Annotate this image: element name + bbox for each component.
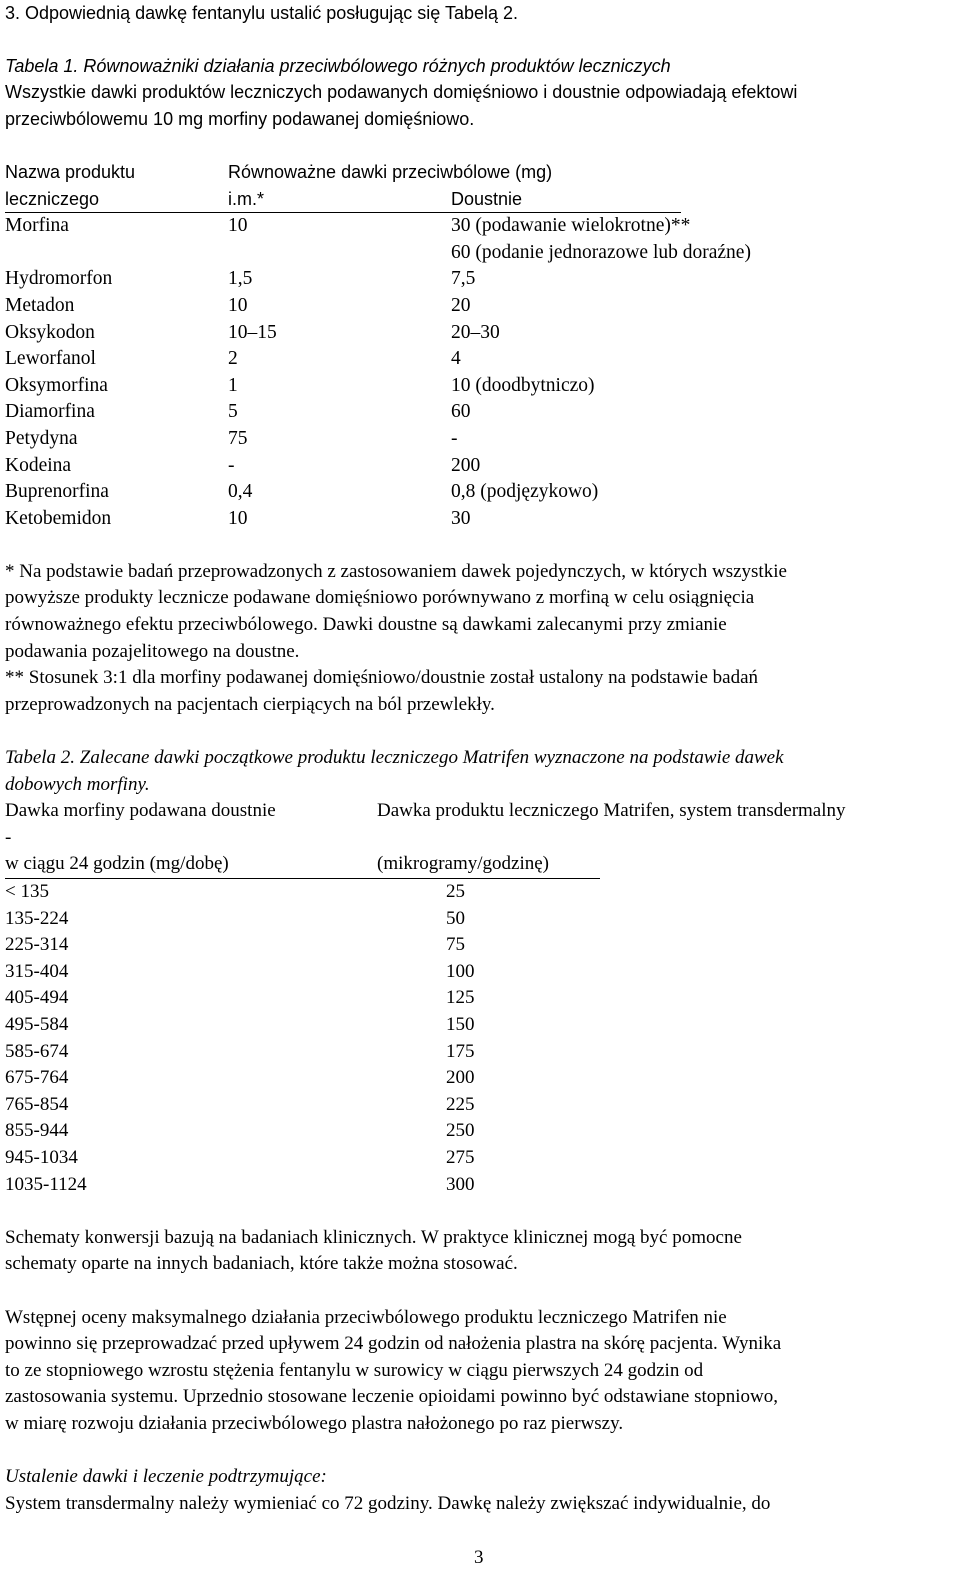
header-equivalent-doses: Równoważne dawki przeciwbólowe (mg) (228, 161, 553, 182)
matrifen-dose: 25 (446, 881, 465, 902)
matrifen-dose: 75 (446, 934, 465, 956)
header-oral: Doustnie (451, 186, 681, 214)
footnote-line: * Na podstawie badań przeprowadzonych z zastosowaniem dawek pojedynczych, w których wszystkie (5, 560, 787, 582)
header-product-name-cont: leczniczego (5, 186, 228, 214)
im-dose: 10–15 (228, 321, 277, 343)
table-row (5, 373, 955, 400)
oral-dose: - (451, 427, 458, 449)
paragraph-line: Wstępnej oceny maksymalnego działania przeciwbólowego produktu leczniczego Matrifen nie (5, 1306, 727, 1328)
step-3-text: 3. Odpowiednią dawkę fentanylu ustalić posługując się Tabelą 2. (5, 3, 518, 23)
table1-intro-line: przeciwbólowemu 10 mg morfiny podawanej domięśniowo. (5, 108, 475, 129)
table2-header-row-2 (5, 825, 955, 852)
table-row (5, 932, 955, 959)
oral-dose: 30 (451, 507, 471, 529)
matrifen-dose-table (5, 798, 955, 879)
product-name: Metadon (5, 294, 75, 316)
oral-dose: 0,8 (podjęzykowo) (451, 481, 599, 503)
table-row (5, 346, 955, 373)
footnote-line: ** Stosunek 3:1 dla morfiny podawanej domięśniowo/doustnie został ustalony na podstawie badań (5, 667, 759, 689)
maintenance-heading: Ustalenie dawki i leczenie podtrzymujące: (5, 1466, 327, 1488)
evaluation-paragraph (5, 1305, 955, 1438)
table-row (5, 1065, 955, 1092)
table-row (5, 240, 955, 267)
table-row (5, 959, 955, 986)
product-name: Kodeina (5, 454, 72, 476)
table-row (5, 1039, 955, 1066)
maintenance-section (5, 1464, 955, 1517)
table-row (5, 293, 955, 320)
im-dose: 10 (228, 215, 248, 237)
table2-header-row-3 (5, 851, 600, 879)
oral-dose: 20 (451, 294, 471, 316)
table2-caption (5, 745, 955, 798)
product-name: Diamorfina (5, 401, 95, 423)
paragraph-line: to ze stopniowego wzrostu stężenia fentanylu w surowicy w ciągu pierwszych 24 godzin od (5, 1359, 704, 1381)
im-dose: 75 (228, 427, 248, 449)
matrifen-dose: 150 (446, 1013, 475, 1035)
table2-caption-line: Tabela 2. Zalecane dawki początkowe produktu leczniczego Matrifen wyznaczone na podstawie dawek (5, 747, 784, 769)
matrifen-dose: 275 (446, 1146, 475, 1168)
morphine-dose: 495-584 (5, 1013, 69, 1035)
paragraph-line: schematy oparte na innych badaniach, które także można stosować. (5, 1253, 518, 1275)
matrifen-dose: 175 (446, 1040, 475, 1062)
morphine-dose: 585-674 (5, 1040, 69, 1062)
morphine-dose: 945-1034 (5, 1146, 78, 1168)
conversion-paragraph (5, 1225, 955, 1278)
morphine-dose: 1035-1124 (5, 1173, 87, 1195)
morphine-dose: 135-224 (5, 907, 69, 929)
footnote-line: podawania pozajelitowego na doustne. (5, 640, 300, 662)
product-name: Hydromorfon (5, 268, 113, 290)
paragraph-line: powinno się przeprowadzać przed upływem 24 godzin od nałożenia plastra na skórę pacjenta. Wynika (5, 1333, 782, 1355)
matrifen-dose: 300 (446, 1173, 475, 1195)
table-row (5, 1092, 955, 1119)
morphine-dose: 765-854 (5, 1093, 69, 1115)
table2-header-row-1 (5, 798, 955, 825)
table-row (5, 479, 955, 506)
table-row (5, 985, 955, 1012)
document-page (5, 0, 955, 1517)
header-product-name: Nazwa produktu (5, 161, 136, 182)
oral-dose: 20–30 (451, 321, 500, 343)
header-dash: - (5, 826, 12, 848)
table-row (5, 320, 955, 347)
im-dose: 1 (228, 374, 238, 396)
im-dose: - (228, 454, 235, 476)
product-name: Oksymorfina (5, 374, 108, 396)
morphine-dose: 225-314 (5, 934, 69, 956)
im-dose: 10 (228, 507, 248, 529)
table1-caption: Tabela 1. Równoważniki działania przeciwbólowego różnych produktów leczniczych (5, 55, 671, 76)
table2-body (5, 879, 955, 1198)
table1-header-row-2 (5, 186, 681, 214)
matrifen-dose: 225 (446, 1093, 475, 1115)
footnote-line: powyższe produkty lecznicze podawane domięśniowo porównywano z morfiną w celu osiągnięcia (5, 587, 755, 609)
footnote-line: równoważnego efektu przeciwbólowego. Dawki doustne są dawkami zalecanymi przy zmianie (5, 614, 727, 636)
oral-dose: 4 (451, 348, 461, 370)
table1-intro-line: Wszystkie dawki produktów leczniczych podawanych domięśniowo i doustnie odpowiadają efektowi (5, 82, 798, 103)
header-im: i.m.* (228, 186, 451, 214)
table-row (5, 506, 955, 533)
matrifen-dose: 125 (446, 987, 475, 1009)
product-name: Leworfanol (5, 348, 96, 370)
footnote-line: przeprowadzonych na pacjentach cierpiących na ból przewlekły. (5, 693, 495, 715)
header-matrifen-dose: Dawka produktu leczniczego Matrifen, system transdermalny (377, 800, 846, 822)
table2-caption-line: dobowych morfiny. (5, 773, 150, 795)
product-name: Ketobemidon (5, 507, 112, 529)
table-row (5, 1012, 955, 1039)
oral-dose: 200 (451, 454, 481, 476)
table1-footnotes (5, 559, 955, 719)
table-row (5, 1118, 955, 1145)
paragraph-line: Schematy konwersji bazują na badaniach klinicznych. W praktyce klinicznej mogą być pomocne (5, 1226, 742, 1248)
table1-header-row-1 (5, 159, 955, 186)
im-dose: 1,5 (228, 268, 253, 290)
product-name: Petydyna (5, 427, 78, 449)
product-name: Oksykodon (5, 321, 95, 343)
table-row (5, 213, 955, 240)
matrifen-dose: 100 (446, 960, 475, 982)
header-matrifen-unit: (mikrogramy/godzinę) (377, 851, 600, 879)
oral-dose: 10 (doodbytniczo) (451, 374, 595, 396)
morphine-dose: 315-404 (5, 960, 69, 982)
matrifen-dose: 250 (446, 1120, 475, 1142)
paragraph-line: w miarę rozwoju działania przeciwbólowego plastra nałożonego po raz pierwszy. (5, 1412, 624, 1434)
maintenance-line: System transdermalny należy wymieniać co 72 godziny. Dawkę należy zwiększać indywidualnie, do (5, 1492, 771, 1514)
table-row (5, 879, 955, 906)
equianalgesic-table (5, 159, 955, 213)
oral-dose-single: 60 (podanie jednorazowe lub doraźne) (451, 241, 751, 263)
header-morphine-unit: w ciągu 24 godzin (mg/dobę) (5, 851, 377, 879)
morphine-dose: 405-494 (5, 987, 69, 1009)
morphine-dose: 855-944 (5, 1120, 69, 1142)
table-row (5, 1145, 955, 1172)
product-name: Buprenorfina (5, 481, 109, 503)
table-row (5, 1172, 955, 1199)
morphine-dose: 675-764 (5, 1067, 69, 1089)
oral-dose: 60 (451, 401, 471, 423)
im-dose: 2 (228, 348, 238, 370)
im-dose: 0,4 (228, 481, 253, 503)
page-number: 3 (474, 1547, 484, 1568)
matrifen-dose: 200 (446, 1067, 475, 1089)
im-dose: 10 (228, 294, 248, 316)
table-row (5, 399, 955, 426)
table-row (5, 453, 955, 480)
paragraph-line: zastosowania systemu. Uprzednio stosowane leczenie opioidami powinno być odstawiane stopniowo, (5, 1386, 779, 1408)
table-row (5, 266, 955, 293)
table-row (5, 906, 955, 933)
table1-body (5, 213, 955, 532)
matrifen-dose: 50 (446, 907, 465, 929)
table-row (5, 426, 955, 453)
table1-intro (5, 53, 955, 133)
oral-dose: 7,5 (451, 268, 476, 290)
header-morphine-dose: Dawka morfiny podawana doustnie (5, 800, 276, 822)
oral-dose: 30 (podawanie wielokrotne)** (451, 215, 691, 237)
im-dose: 5 (228, 401, 238, 423)
morphine-dose: < 135 (5, 881, 49, 902)
product-name: Morfina (5, 215, 69, 237)
